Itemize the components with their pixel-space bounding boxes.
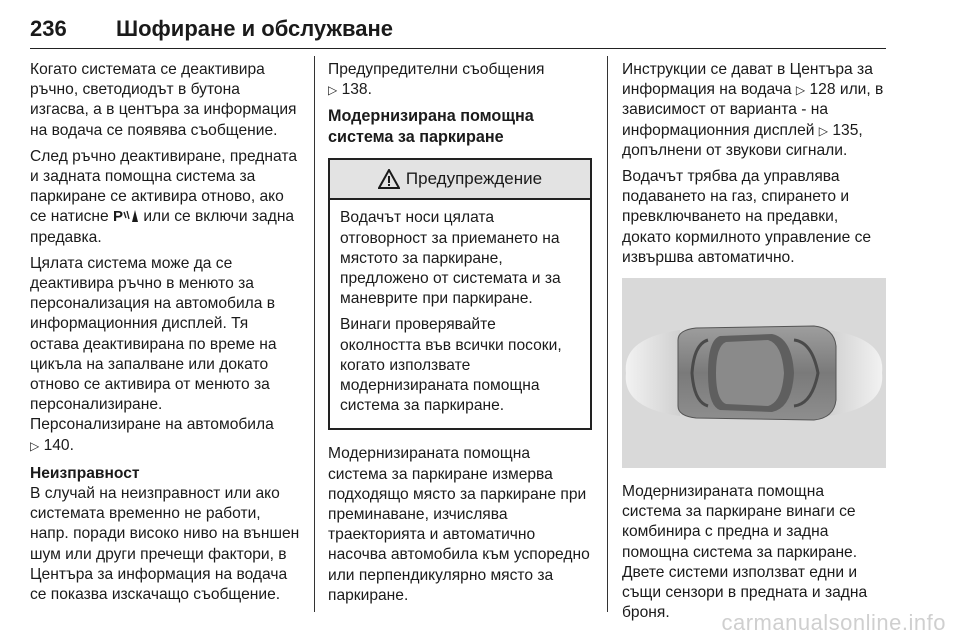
page-header	[30, 14, 886, 49]
section-heading: Неизправност	[30, 464, 140, 482]
paragraph: След ръчно деактивиране, предната и задната помощна система за паркиране се активира отново, ако се натисне P или се включи задна предавка.	[30, 147, 297, 246]
paragraph: В случай на неизправност или ако системата временно не работи, напр. поради високо ниво на външен шум или други пречещи фактори, в Центъра за информация на водача се показва изскачащо съобщение.	[30, 485, 300, 604]
reference-arrow-icon: ▷	[30, 438, 40, 453]
warning-box	[328, 158, 592, 430]
reference-arrow-icon: ▷	[795, 83, 806, 98]
paragraph: Когато системата се деактивира ръчно, светодиодът в бутона изгасва, а в центъра за информация на водача се появява съобщение.	[30, 61, 297, 139]
paragraph: Модернизираната помощна система за паркиране винаги се комбинира с предна и задна помощна система за паркиране. Двете системи използват едни и същи сензори в предната и задна броня.	[622, 483, 868, 622]
park-assist-icon	[113, 208, 139, 223]
parking-sensor-illustration	[622, 278, 886, 468]
paragraph: Цялата система може да се деактивира ръчно в менюто за персонализация на автомобила в информационния дисплей. Тя остава деактивирана по време на цикъла на запалване или докато отново се активира от менюто за персонализиране.	[30, 254, 277, 414]
paragraph: Водачът трябва да управлява подаването на газ, спирането и превключването на предавки, докато кормилното управление се извършва автоматично.	[622, 168, 872, 266]
column-1	[30, 60, 300, 611]
svg-text:P: P	[113, 208, 124, 224]
warning-triangle-icon	[378, 169, 400, 189]
page-number: 236	[30, 16, 67, 41]
reference-arrow-icon: ▷	[818, 123, 829, 138]
column-divider	[607, 56, 608, 612]
column-2	[328, 60, 592, 612]
paragraph: Инструкции се дават в Центъра за информация на водача ▷ 128 или, в зависимост от варианта - на информационния дисплей ▷ 135, допълнени от звукови сигнали.	[622, 61, 884, 159]
page-title: Шофиране и обслужване	[116, 16, 394, 41]
car-top-view-image	[622, 278, 886, 468]
cross-reference[interactable]: Предупредителни съобщения ▷ 138.	[328, 61, 545, 99]
section-heading: Модернизирана помощна система за паркиране	[328, 107, 534, 147]
warning-header	[330, 160, 590, 200]
reference-arrow-icon: ▷	[328, 83, 338, 98]
warning-text: Водачът носи цялата отговорност за приемането на мястото за паркиране, предложено от системата и за маневрите при паркиране.	[340, 209, 561, 308]
warning-text: Винаги проверявайте околността във всички посоки, когато използвате модернизираната помощна система за паркиране.	[340, 316, 562, 415]
paragraph: Модернизираната помощна система за паркиране измерва подходящо място за паркиране при преминаване, изчислява траекторията и автоматично насочва автомобила към успоредно или перпендикулярно място за паркиране.	[328, 445, 590, 604]
watermark: carmanualsonline.info	[721, 610, 946, 635]
cross-reference[interactable]: Персонализиране на автомобила ▷ 140.	[30, 416, 274, 454]
column-divider	[314, 56, 315, 612]
column-3	[622, 60, 886, 629]
warning-title: Предупреждение	[405, 169, 543, 189]
warning-body	[330, 200, 590, 428]
